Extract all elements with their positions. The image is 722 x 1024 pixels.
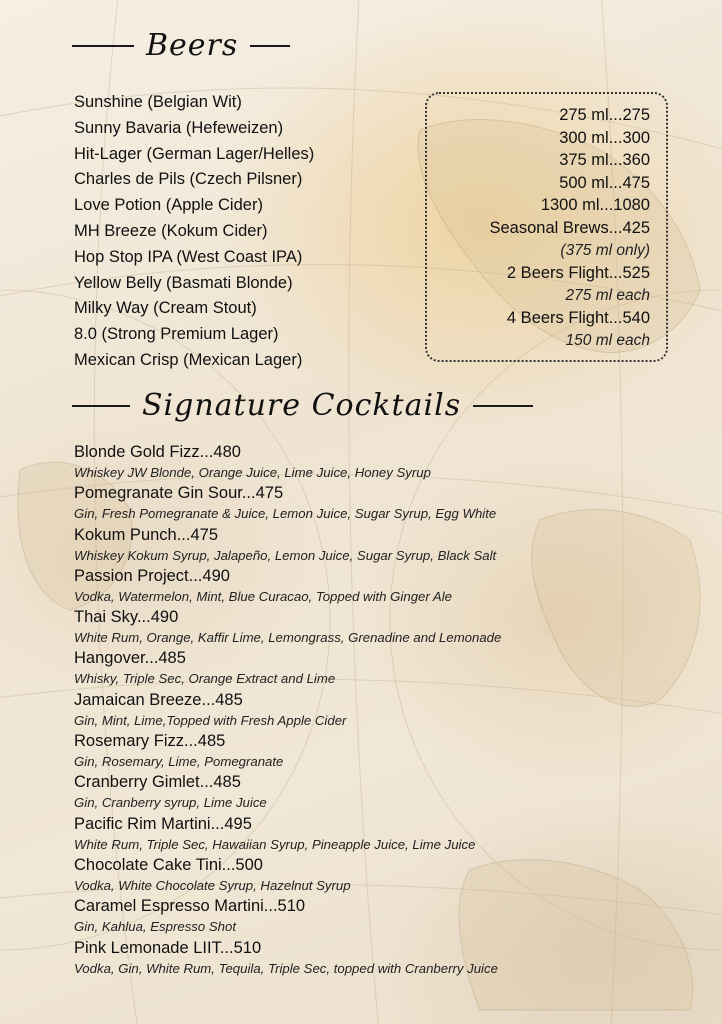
cocktails-heading-title: Signature Cocktails: [142, 388, 462, 423]
price-line: 375 ml...360: [559, 151, 650, 170]
cocktail-description: White Rum, Triple Sec, Hawaiian Syrup, Pineapple Juice, Lime Juice: [74, 836, 476, 852]
beer-item: MH Breeze (Kokum Cider): [74, 221, 268, 240]
cocktail-description: Whisky, Triple Sec, Orange Extract and Lime: [74, 671, 336, 687]
price-note: (375 ml only): [560, 241, 650, 259]
cocktail-name: Blonde Gold Fizz...480: [74, 443, 241, 461]
price-note: 150 ml each: [565, 331, 650, 349]
cocktail-name: Thai Sky...490: [74, 608, 179, 627]
cocktail-description: White Rum, Orange, Kaffir Lime, Lemongrass, Grenadine and Lemonade: [74, 630, 502, 646]
beer-list: [74, 90, 314, 374]
beer-item: Hop Stop IPA (West Coast IPA): [74, 247, 303, 266]
price-line: Seasonal Brews...425: [489, 218, 650, 237]
beer-price-box: [425, 92, 668, 362]
cocktail-name: Pink Lemonade LIIT...510: [74, 938, 262, 957]
cocktail-description: Gin, Cranberry syrup, Lime Juice: [74, 795, 267, 811]
beer-item: Hit-Lager (German Lager/Helles): [74, 144, 315, 163]
cocktail-item: [74, 482, 501, 523]
cocktail-list: [74, 441, 501, 978]
cocktail-item: [74, 647, 501, 688]
cocktail-description: Whiskey Kokum Syrup, Jalapeño, Lemon Juice, Sugar Syrup, Black Salt: [74, 547, 497, 563]
cocktail-item: [74, 606, 501, 647]
heading-rule-right: [250, 45, 290, 47]
heading-rule-left: [72, 45, 134, 47]
cocktail-description: Vodka, Watermelon, Mint, Blue Curacao, Topped with Ginger Ale: [74, 588, 452, 604]
cocktail-description: Gin, Rosemary, Lime, Pomegranate: [74, 754, 284, 770]
cocktail-name: Kokum Punch...475: [74, 525, 219, 544]
beer-item: Yellow Belly (Basmati Blonde): [74, 273, 293, 292]
cocktail-description: Gin, Fresh Pomegranate & Juice, Lemon Juice, Sugar Syrup, Egg White: [74, 506, 497, 522]
cocktail-item: [74, 730, 501, 771]
beer-item: Milky Way (Cream Stout): [74, 299, 257, 318]
cocktail-name: Cranberry Gimlet...485: [74, 773, 241, 792]
beer-item: Love Potion (Apple Cider): [74, 196, 263, 215]
cocktail-item: [74, 854, 501, 895]
beer-item: 8.0 (Strong Premium Lager): [74, 325, 279, 344]
cocktail-item: [74, 565, 501, 606]
cocktail-item: [74, 771, 501, 812]
beer-item: Sunshine (Belgian Wit): [74, 93, 242, 111]
cocktail-description: Vodka, White Chocolate Syrup, Hazelnut Syrup: [74, 877, 351, 893]
cocktail-item: [74, 441, 501, 482]
cocktail-name: Hangover...485: [74, 649, 186, 668]
price-line: 4 Beers Flight...540: [506, 309, 650, 328]
cocktail-name: Pacific Rim Martini...495: [74, 814, 252, 833]
cocktail-item: [74, 895, 501, 936]
price-note: 275 ml each: [565, 286, 650, 304]
cocktail-name: Pomegranate Gin Sour...475: [74, 484, 284, 503]
price-line: 300 ml...300: [559, 128, 650, 147]
price-line: 275 ml...275: [559, 106, 650, 124]
cocktail-name: Jamaican Breeze...485: [74, 690, 243, 709]
heading-rule-left: [72, 405, 130, 407]
beers-heading-title: Beers: [146, 28, 239, 63]
cocktail-name: Chocolate Cake Tini...500: [74, 855, 263, 874]
heading-rule-right: [473, 405, 533, 407]
cocktail-description: Gin, Mint, Lime,Topped with Fresh Apple Cider: [74, 712, 347, 728]
cocktail-description: Gin, Kahlua, Espresso Shot: [74, 919, 237, 935]
cocktail-name: Caramel Espresso Martini...510: [74, 897, 306, 916]
price-line: 1300 ml...1080: [540, 196, 650, 215]
beer-item: Sunny Bavaria (Hefeweizen): [74, 118, 284, 137]
cocktail-description: Whiskey JW Blonde, Orange Juice, Lime Juice, Honey Syrup: [74, 465, 431, 480]
cocktail-item: [74, 937, 501, 978]
cocktail-item: [74, 813, 501, 854]
cocktail-name: Rosemary Fizz...485: [74, 732, 226, 751]
cocktails-section-heading: [72, 388, 533, 423]
cocktail-description: Vodka, Gin, White Rum, Tequila, Triple Sec, topped with Cranberry Juice: [74, 960, 498, 976]
price-line: 500 ml...475: [559, 173, 650, 192]
cocktail-item: [74, 689, 501, 730]
price-line: 2 Beers Flight...525: [506, 264, 650, 283]
beer-item: Mexican Crisp (Mexican Lager): [74, 350, 303, 369]
beers-section-heading: [72, 28, 290, 63]
beer-item: Charles de Pils (Czech Pilsner): [74, 170, 303, 189]
cocktail-name: Passion Project...490: [74, 566, 230, 585]
cocktail-item: [74, 524, 501, 565]
